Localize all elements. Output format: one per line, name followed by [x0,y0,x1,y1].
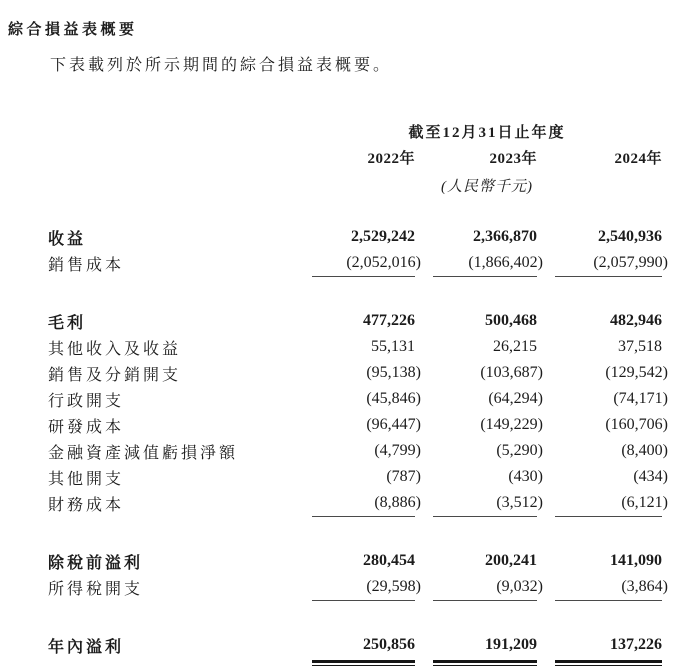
value-cell: (2,057,990) [555,250,662,277]
table-row-rd-costs [48,412,662,438]
row-label: 銷售及分銷開支 [48,366,182,384]
table-header-years-row [48,142,662,172]
row-label: 收益 [48,230,87,248]
table-header-currency-row [48,172,662,198]
table-row-other-expenses [48,464,662,490]
row-label: 研發成本 [48,418,125,436]
table-row-cost-of-sales [48,250,662,277]
year-header-2024: 2024年 [614,150,662,167]
double-rule [312,660,415,666]
row-label: 年內溢利 [48,638,125,656]
value-cell: (3,512) [433,490,537,517]
value-cell: (64,294) [488,390,543,407]
row-label: 毛利 [48,314,87,332]
value-cell: (8,886) [312,490,415,517]
value-cell: 500,468 [485,312,537,329]
row-label: 財務成本 [48,497,125,514]
value-cell: 200,241 [485,552,537,569]
table-row-gross-profit [48,308,662,334]
spacer-row [48,517,662,548]
value-cell: 250,856 [363,636,415,653]
value-cell: (129,542) [605,364,668,381]
table-row-finance-costs [48,490,662,517]
row-label: 所得稅開支 [48,581,144,598]
spacer-row [48,277,662,308]
value-cell: (5,290) [496,442,543,459]
year-header-2023: 2023年 [489,150,537,167]
intro-text: 下表載列於所示期間的綜合損益表概要。 [50,57,393,74]
row-label: 除稅前溢利 [48,554,144,572]
value-cell: (4,799) [374,442,421,459]
value-cell: (103,687) [480,364,543,381]
value-cell: 137,226 [610,636,662,653]
value-cell: 280,454 [363,552,415,569]
row-label: 行政開支 [48,392,125,410]
value-cell: (3,864) [555,574,662,601]
table-row-profit-before-tax [48,548,662,574]
value-cell: (6,121) [555,490,662,517]
value-cell: 2,366,870 [473,228,537,245]
value-cell: (9,032) [433,574,537,601]
double-rule [433,660,537,666]
table-row-profit-for-year [48,632,662,658]
value-cell: (430) [508,468,543,485]
value-cell: (787) [386,468,421,485]
value-cell: (1,866,402) [433,250,537,277]
page-title: 綜合損益表概要 [8,21,138,38]
value-cell: (96,447) [366,416,421,433]
row-label: 金融資產減值虧損淨額 [48,444,239,462]
value-cell: (149,229) [480,416,543,433]
value-cell: 2,529,242 [351,228,415,245]
table-row-admin-expenses [48,386,662,412]
value-cell: 55,131 [371,338,415,355]
value-cell: 477,226 [363,312,415,329]
value-cell: (434) [633,468,668,485]
value-cell: (95,138) [366,364,421,381]
value-cell: 191,209 [485,636,537,653]
table-row-revenue [48,224,662,250]
value-cell: (29,598) [312,574,415,601]
table-row-impairment-losses [48,438,662,464]
row-label: 其他開支 [48,470,125,488]
value-cell: (45,846) [366,390,421,407]
period-header: 截至12月31日止年度 [408,124,566,141]
currency-note: (人民幣千元) [441,178,533,195]
total-rule-row [48,658,662,670]
table-row-income-tax-expense [48,574,662,601]
value-cell: (8,400) [621,442,668,459]
double-rule [555,660,662,666]
table-header-period-row [48,120,662,142]
value-cell: 482,946 [610,312,662,329]
value-cell: 37,518 [618,338,662,355]
spacer-row [48,601,662,632]
table-row-other-income [48,334,662,360]
value-cell: 141,090 [610,552,662,569]
table-row-selling-expenses [48,360,662,386]
income-statement-table [48,120,668,670]
row-label: 其他收入及收益 [48,340,182,358]
value-cell: (160,706) [605,416,668,433]
value-cell: (2,052,016) [312,250,415,277]
value-cell: 2,540,936 [598,228,662,245]
spacer-row [48,198,662,224]
year-header-2022: 2022年 [367,150,415,167]
value-cell: 26,215 [493,338,537,355]
value-cell: (74,171) [613,390,668,407]
row-label: 銷售成本 [48,257,125,274]
